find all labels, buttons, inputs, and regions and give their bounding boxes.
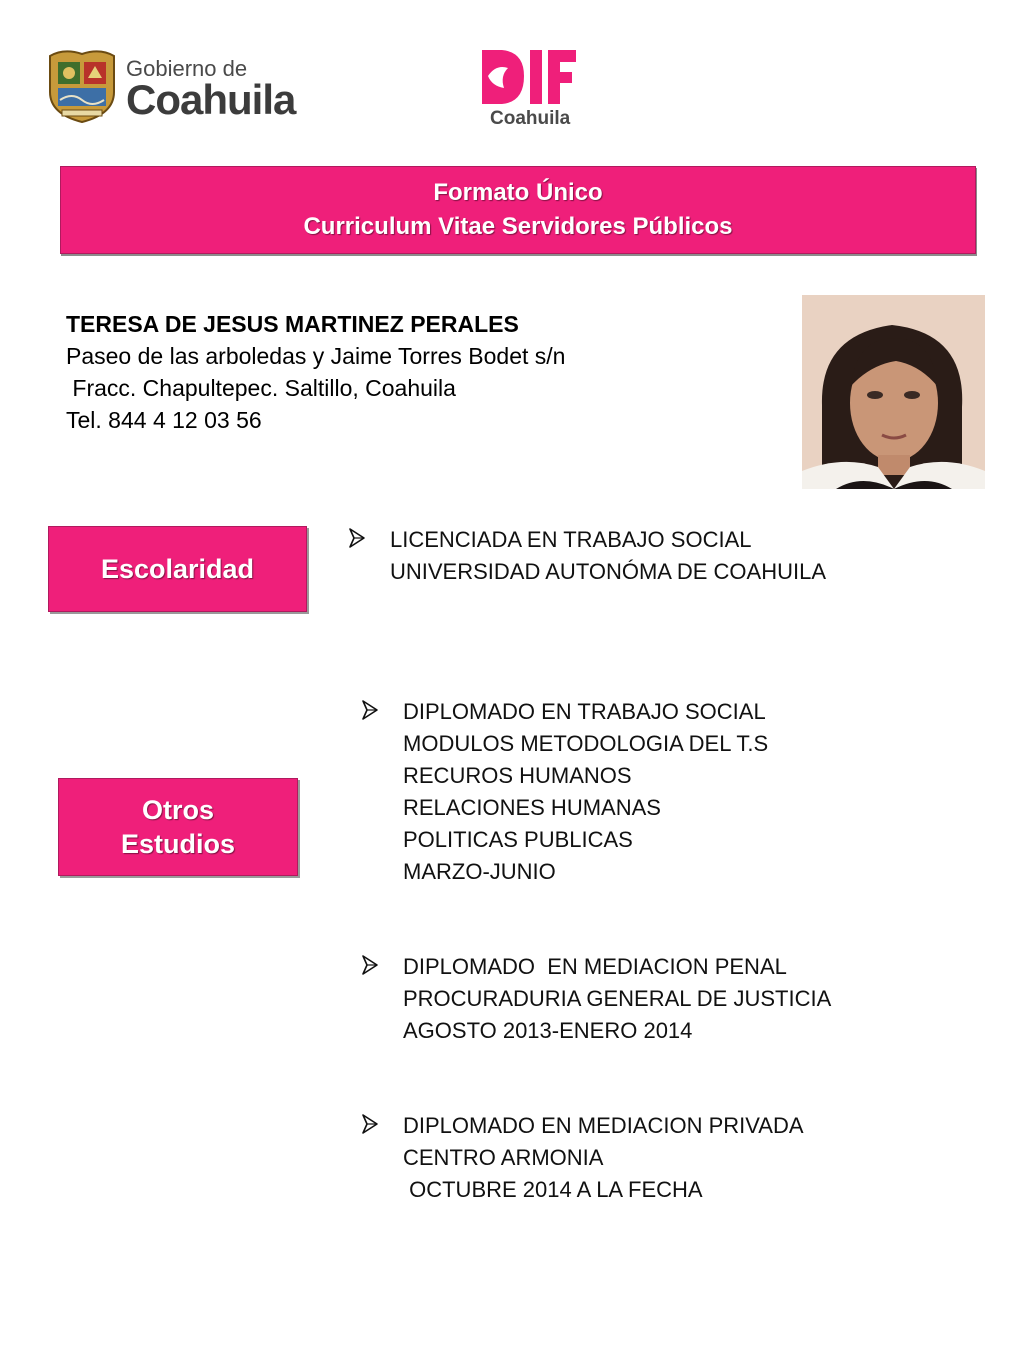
otros-line: DIPLOMADO EN MEDIACION PRIVADA [403,1113,804,1138]
gov-logo-big-text: Coahuila [126,76,296,123]
otros-line: MARZO-JUNIO [403,859,556,884]
arrow-bullet-icon [348,527,366,549]
profile-photo [802,295,985,489]
section-label-otros-estudios [58,778,298,876]
otros-item [361,696,1001,890]
otros-line: AGOSTO 2013-ENERO 2014 [403,1018,693,1043]
person-name: TERESA DE JESUS MARTINEZ PERALES [66,311,519,337]
personal-info [66,308,565,436]
title-line-2: Curriculum Vitae Servidores Públicos [303,213,733,240]
otros-label-line-1: Otros [141,795,214,825]
otros-line: RELACIONES HUMANAS [403,795,661,820]
otros-line: CENTRO ARMONIA [403,1145,604,1170]
otros-item [361,951,1001,1049]
escolaridad-line: UNIVERSIDAD AUTONÓMA DE COAHUILA [390,559,827,584]
otros-label-line-2: Estudios [120,829,235,859]
dif-coahuila-logo [478,44,578,130]
escolaridad-label: Escolaridad [100,554,255,584]
arrow-bullet-icon [361,1113,379,1135]
coat-of-arms-icon [44,48,120,124]
otros-line: MODULOS METODOLOGIA DEL T.S [403,731,769,756]
otros-line: RECUROS HUMANOS [403,763,632,788]
section-label-escolaridad [48,526,307,612]
gov-logo-small-text: Gobierno de [126,56,248,81]
address-line-2: Fracc. Chapultepec. Saltillo, Coahuila [66,375,456,401]
otros-line: PROCURADURIA GENERAL DE JUSTICIA [403,986,832,1011]
arrow-bullet-icon [361,954,379,976]
otros-item [361,1110,1001,1208]
gobierno-coahuila-logo [44,46,304,126]
arrow-bullet-icon [361,699,379,721]
dif-logo-subtext: Coahuila [490,108,571,129]
otros-line: DIPLOMADO EN TRABAJO SOCIAL [403,699,766,724]
otros-line: POLITICAS PUBLICAS [403,827,633,852]
address-line-1: Paseo de las arboledas y Jaime Torres Bodet s/n [66,343,566,369]
phone-number: Tel. 844 4 12 03 56 [66,407,262,433]
escolaridad-item [348,524,988,590]
otros-line: DIPLOMADO EN MEDIACION PENAL [403,954,787,979]
title-line-1: Formato Único [433,179,603,206]
dif-mark-icon [478,46,578,108]
document-title-banner [60,166,976,254]
otros-line: OCTUBRE 2014 A LA FECHA [403,1177,703,1202]
escolaridad-line: LICENCIADA EN TRABAJO SOCIAL [390,527,752,552]
